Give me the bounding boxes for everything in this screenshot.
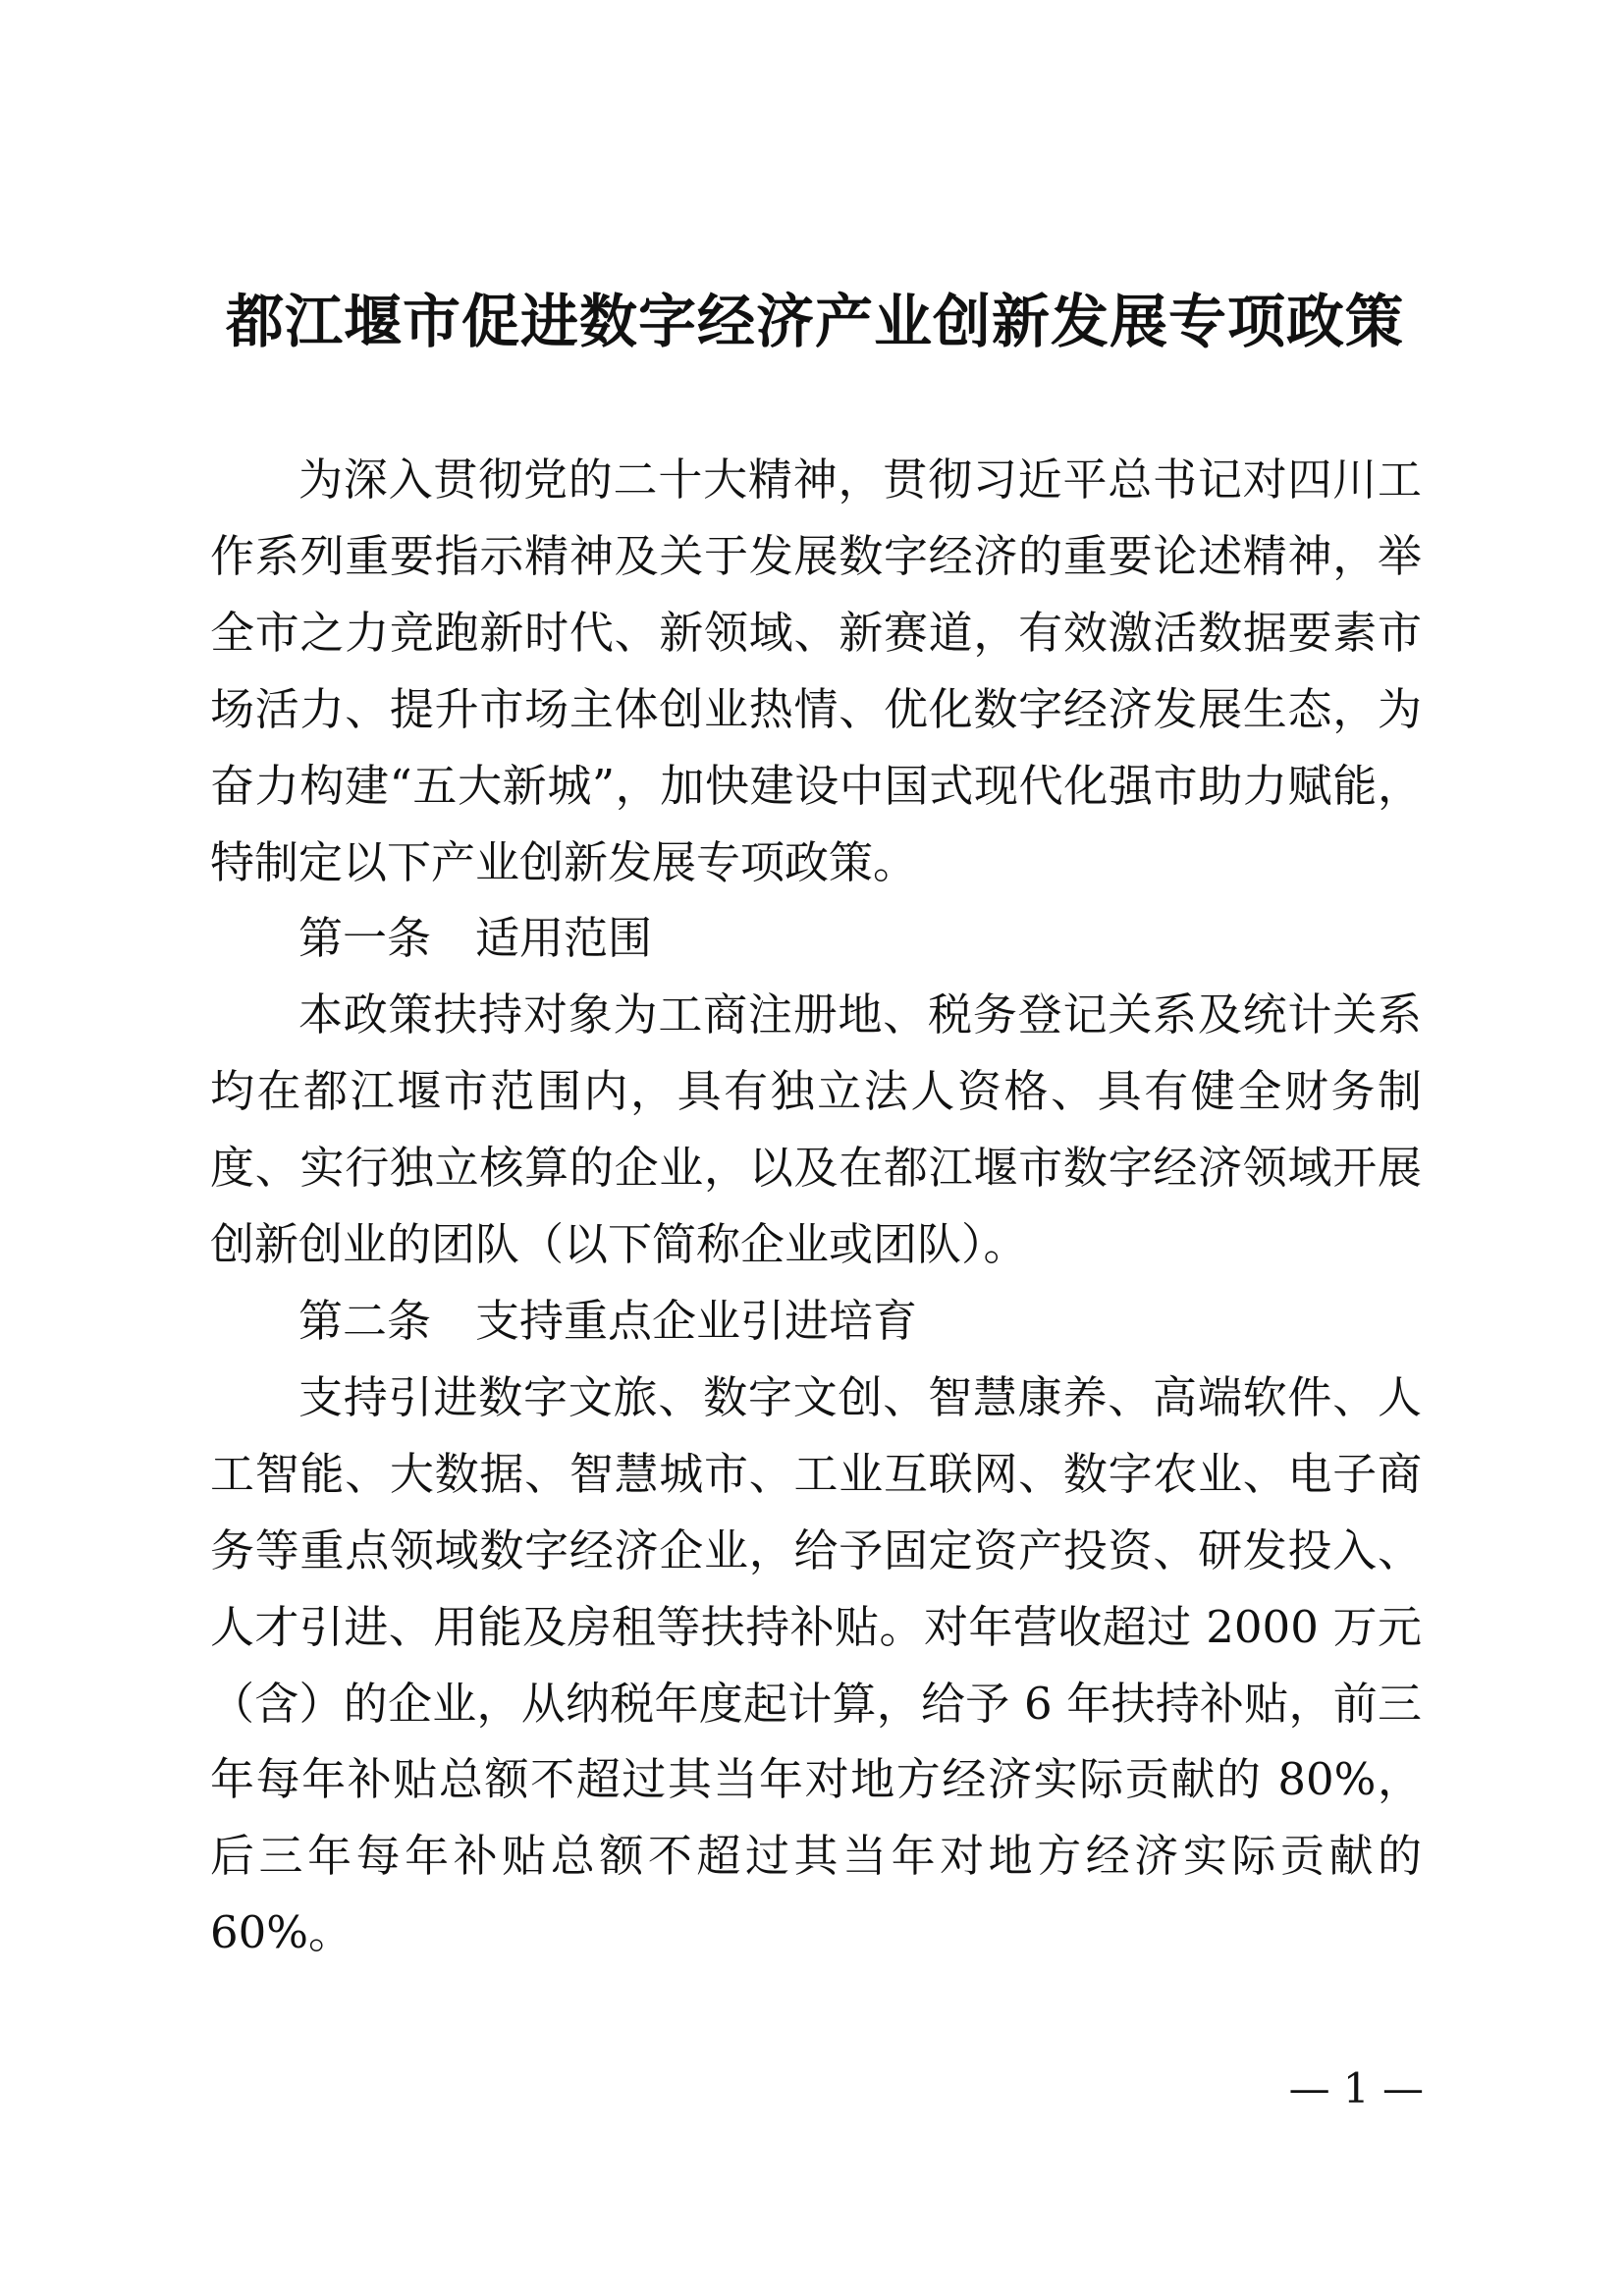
article-2-title: 支持重点企业引进培育 — [475, 1294, 918, 1347]
article-1-number: 第一条 — [298, 912, 432, 965]
article-2-heading — [210, 1283, 1422, 1360]
article-1-text: 本政策扶持对象为工商注册地、税务登记关系及统计关系均在都江堰市范围内，具有独立法人资格、具有健全财务制度、实行独立核算的企业，以及在都江堰市数字经济领域开展创新创业的团队（以下简称企业或团队）。 — [210, 988, 1422, 1271]
page-number: — 1 — — [1288, 2064, 1424, 2112]
article-2-text: 支持引进数字文旅、数字文创、智慧康养、高端软件、人工智能、大数据、智慧城市、工业互联网、数字农业、电子商务等重点领域数字经济企业，给予固定资产投资、研发投入、人才引进、用能及房租等扶持补贴。对年营收超过 2000 万元（含）的企业，从纳税年度起计算，给予 6 年扶持补贴，前三年每年补贴总额不超过其当年对地方经济实际贡献的 80%，后三年每年补贴总额不超过其当年对地方经济实际贡献的 60%。 — [210, 1370, 1422, 1959]
article-1-title: 适用范围 — [475, 912, 653, 965]
article-1-heading — [210, 900, 1422, 977]
document-body — [210, 442, 1422, 1971]
preamble-paragraph: 为深入贯彻党的二十大精神，贯彻习近平总书记对四川工作系列重要指示精神及关于发展数字经济的重要论述精神，举全市之力竞跑新时代、新领域、新赛道，有效激活数据要素市场活力、提升市场主体创业热情、优化数字经济发展生态，为奋力构建“五大新城”，加快建设中国式现代化强市助力赋能，特制定以下产业创新发展专项政策。 — [210, 454, 1422, 888]
article-2-number: 第二条 — [298, 1294, 432, 1347]
document-title: 都江堰市促进数字经济产业创新发展专项政策 — [225, 288, 1404, 355]
